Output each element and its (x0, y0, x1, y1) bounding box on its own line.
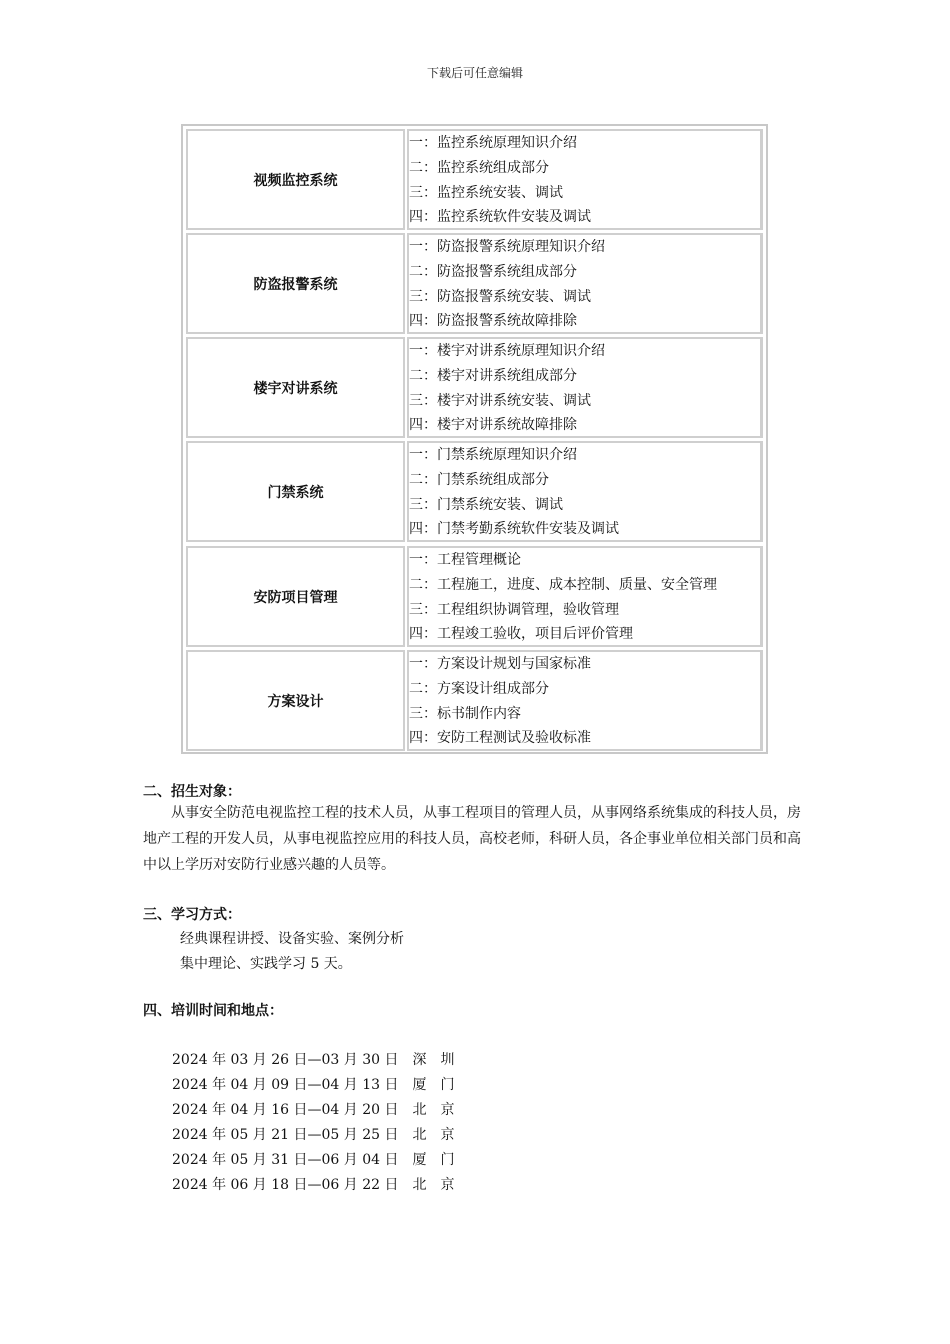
course-item: 一：工程管理概论 (409, 552, 521, 568)
course-items (407, 129, 763, 230)
course-items (407, 650, 763, 751)
course-category: 方案设计 (186, 650, 405, 751)
course-item: 一：门禁系统原理知识介绍 (409, 447, 577, 463)
course-row (186, 337, 763, 438)
schedule-dates: 2024 年 04 月 16 日—04 月 20 日 (172, 1102, 399, 1118)
course-row (186, 233, 763, 334)
course-item: 四：防盗报警系统故障排除 (409, 313, 577, 330)
course-item: 四：监控系统软件安装及调试 (409, 209, 591, 226)
course-item: 三：门禁系统安装、调试 (409, 496, 563, 513)
course-item: 三：监控系统安装、调试 (409, 184, 563, 201)
course-item: 二：楼宇对讲系统组成部分 (409, 367, 577, 384)
course-row (186, 650, 763, 751)
study-mode-line: 集中理论、实践学习 5 天。 (180, 956, 352, 972)
schedule-city: 厦门 (412, 1077, 469, 1093)
course-item: 一：防盗报警系统原理知识介绍 (409, 239, 605, 255)
enrollment-text: 从事安全防范电视监控工程的技术人员，从事工程项目的管理人员，从事网络系统集成的科技人员，房地产工程的开发人员，从事电视监控应用的科技人员，高校老师，科研人员，各企事业单位相关部门员和高中以上学历对安防行业感兴趣的人员等。 (143, 805, 801, 873)
section-title-enrollment: 二、招生对象： (143, 784, 241, 800)
course-item: 四：楼宇对讲系统故障排除 (409, 417, 577, 434)
course-item: 三：防盗报警系统安装、调试 (409, 288, 591, 305)
course-item: 一：监控系统原理知识介绍 (409, 135, 577, 151)
schedule-dates: 2024 年 06 月 18 日—06 月 22 日 (172, 1177, 399, 1193)
course-items (407, 337, 763, 438)
course-item: 一：楼宇对讲系统原理知识介绍 (409, 343, 605, 359)
schedule-row (172, 1174, 469, 1194)
course-item: 三：工程组织协调管理，验收管理 (409, 601, 619, 618)
course-items (407, 233, 763, 334)
course-item: 四：安防工程测试及验收标准 (409, 730, 591, 747)
schedule-city: 北京 (412, 1127, 469, 1143)
schedule-row (172, 1074, 469, 1094)
schedule-row (172, 1124, 469, 1144)
course-item: 二：工程施工，进度、成本控制、质量、安全管理 (409, 576, 717, 593)
section-title-schedule: 四、培训时间和地点： (143, 1003, 283, 1019)
course-item: 二：监控系统组成部分 (409, 159, 549, 176)
schedule-dates: 2024 年 04 月 09 日—04 月 13 日 (172, 1077, 399, 1093)
course-item: 三：楼宇对讲系统安装、调试 (409, 392, 591, 409)
course-items (407, 546, 763, 647)
course-item: 二：方案设计组成部分 (409, 680, 549, 697)
schedule-dates: 2024 年 05 月 21 日—05 月 25 日 (172, 1127, 399, 1143)
course-row (186, 129, 763, 230)
schedule-dates: 2024 年 03 月 26 日—03 月 30 日 (172, 1052, 399, 1068)
course-items (407, 441, 763, 542)
course-item: 四：工程竣工验收，项目后评价管理 (409, 626, 633, 643)
schedule-city: 厦门 (412, 1152, 469, 1168)
course-item: 一：方案设计规划与国家标准 (409, 656, 591, 672)
schedule-city: 北京 (412, 1177, 469, 1193)
course-category: 防盗报警系统 (186, 233, 405, 334)
course-row (186, 441, 763, 542)
study-mode-line: 经典课程讲授、设备实验、案例分析 (180, 931, 404, 947)
course-item: 三：标书制作内容 (409, 705, 521, 722)
course-row (186, 546, 763, 647)
schedule-city: 深圳 (412, 1052, 469, 1068)
schedule-dates: 2024 年 05 月 31 日—06 月 04 日 (172, 1152, 399, 1168)
course-item: 二：防盗报警系统组成部分 (409, 263, 577, 280)
course-category: 门禁系统 (186, 441, 405, 542)
course-category: 楼宇对讲系统 (186, 337, 405, 438)
section-title-study-mode: 三、学习方式： (143, 907, 241, 923)
course-category: 安防项目管理 (186, 546, 405, 647)
schedule-row (172, 1099, 469, 1119)
schedule-row (172, 1149, 469, 1169)
page-header-note: 下载后可任意编辑 (426, 66, 523, 80)
schedule-row (172, 1049, 469, 1069)
course-item: 四：门禁考勤系统软件安装及调试 (409, 521, 619, 538)
course-category: 视频监控系统 (186, 129, 405, 230)
schedule-city: 北京 (412, 1102, 469, 1118)
course-item: 二：门禁系统组成部分 (409, 471, 549, 488)
course-table (181, 124, 768, 754)
